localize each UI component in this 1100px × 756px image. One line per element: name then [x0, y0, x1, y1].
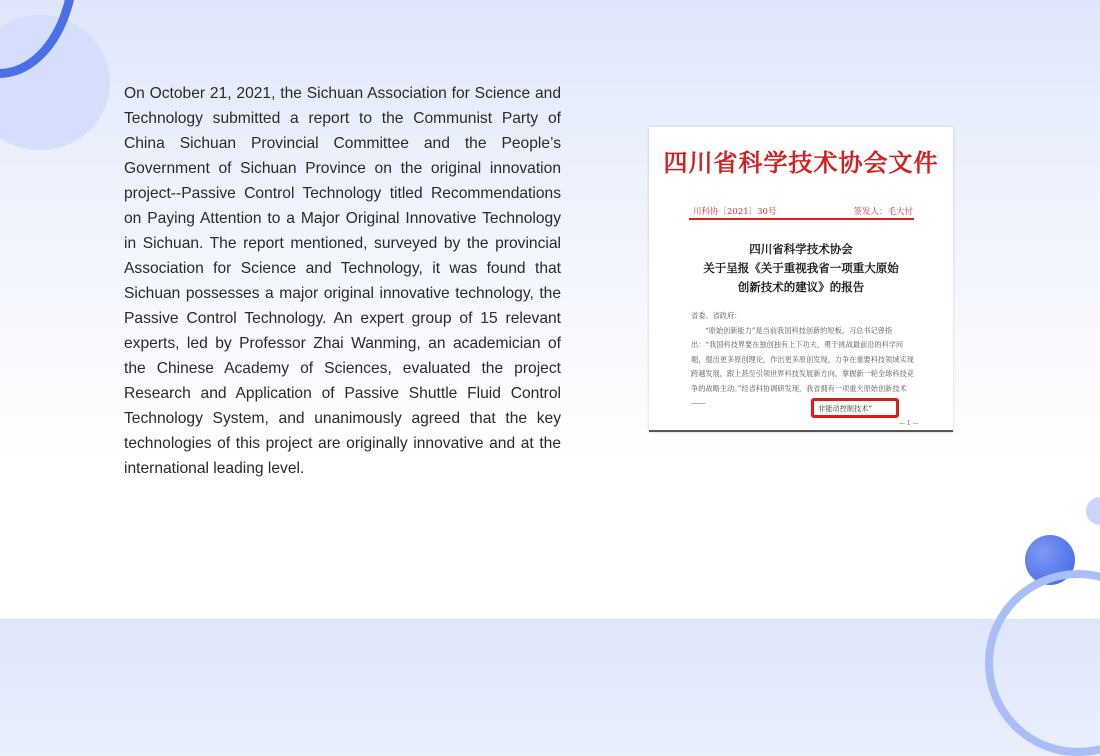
document-salutation: 省委、省政府：: [691, 311, 742, 320]
main-paragraph: On October 21, 2021, the Sichuan Association for Science and Technology submitted a report to the Communist Party of China Sichuan Provincial Committee and the People’s Government of Sichuan Province on the original innovation project--Passive Control Technology titled Recommendations on Paying Attention to a Major Original Innovative Technology in Sichuan. The report mentioned, surveyed by the provincial Association for Science and Technology, it was found that Sichuan possesses a major original innovative technology, the Passive Control Technology. An expert group of 15 relevant experts, led by Professor Zhai Wanming, an academician of the Chinese Academy of Sciences, evaluated the project Research and Application of Passive Shuttle Fluid Control Technology System, and unanimously agreed that the key technologies of this project are originally innovative and at the international leading level.: [124, 85, 561, 477]
document-signer: 签发人：毛大付: [853, 207, 913, 217]
document-subtitle-line-2: 关于呈报《关于重视我省一项重大原始: [703, 261, 899, 275]
document-page-number: — 1 —: [899, 420, 919, 427]
document-subtitle-line-3: 创新技术的建议》的报告: [737, 280, 865, 294]
official-document-image: [649, 127, 953, 432]
document-subtitle-line-1: 四川省科学技术协会: [749, 242, 853, 256]
document-header-title: 四川省科学技术协会文件: [663, 148, 939, 177]
document-subtitle: [649, 240, 953, 297]
document-body-text: “原始创新能力”是当前我国科技创新的短板。习总书记曾指出：“我国科技界要在独创独有上下功夫，勇于挑战最前沿的科学问题，提出更多原创理论，作出更多原创发现，力争在重要科技领域实现跨越发展，跟上甚至引领世界科技发展新方向，掌握新一轮全球科技竞争的战略主动。”经省科协调研发现，我省拥有一项重大原始创新技术——: [691, 325, 914, 407]
document-red-rule: [689, 218, 914, 220]
decorative-ring-bottom-right: [985, 570, 1100, 756]
decorative-dot-right: [1086, 497, 1100, 525]
document-body: [691, 309, 916, 411]
document-number: 川科协〔2021〕30号: [693, 207, 777, 217]
highlighted-term-box: 非能动控制技术”: [811, 398, 899, 418]
document-bottom-border: [649, 430, 953, 432]
